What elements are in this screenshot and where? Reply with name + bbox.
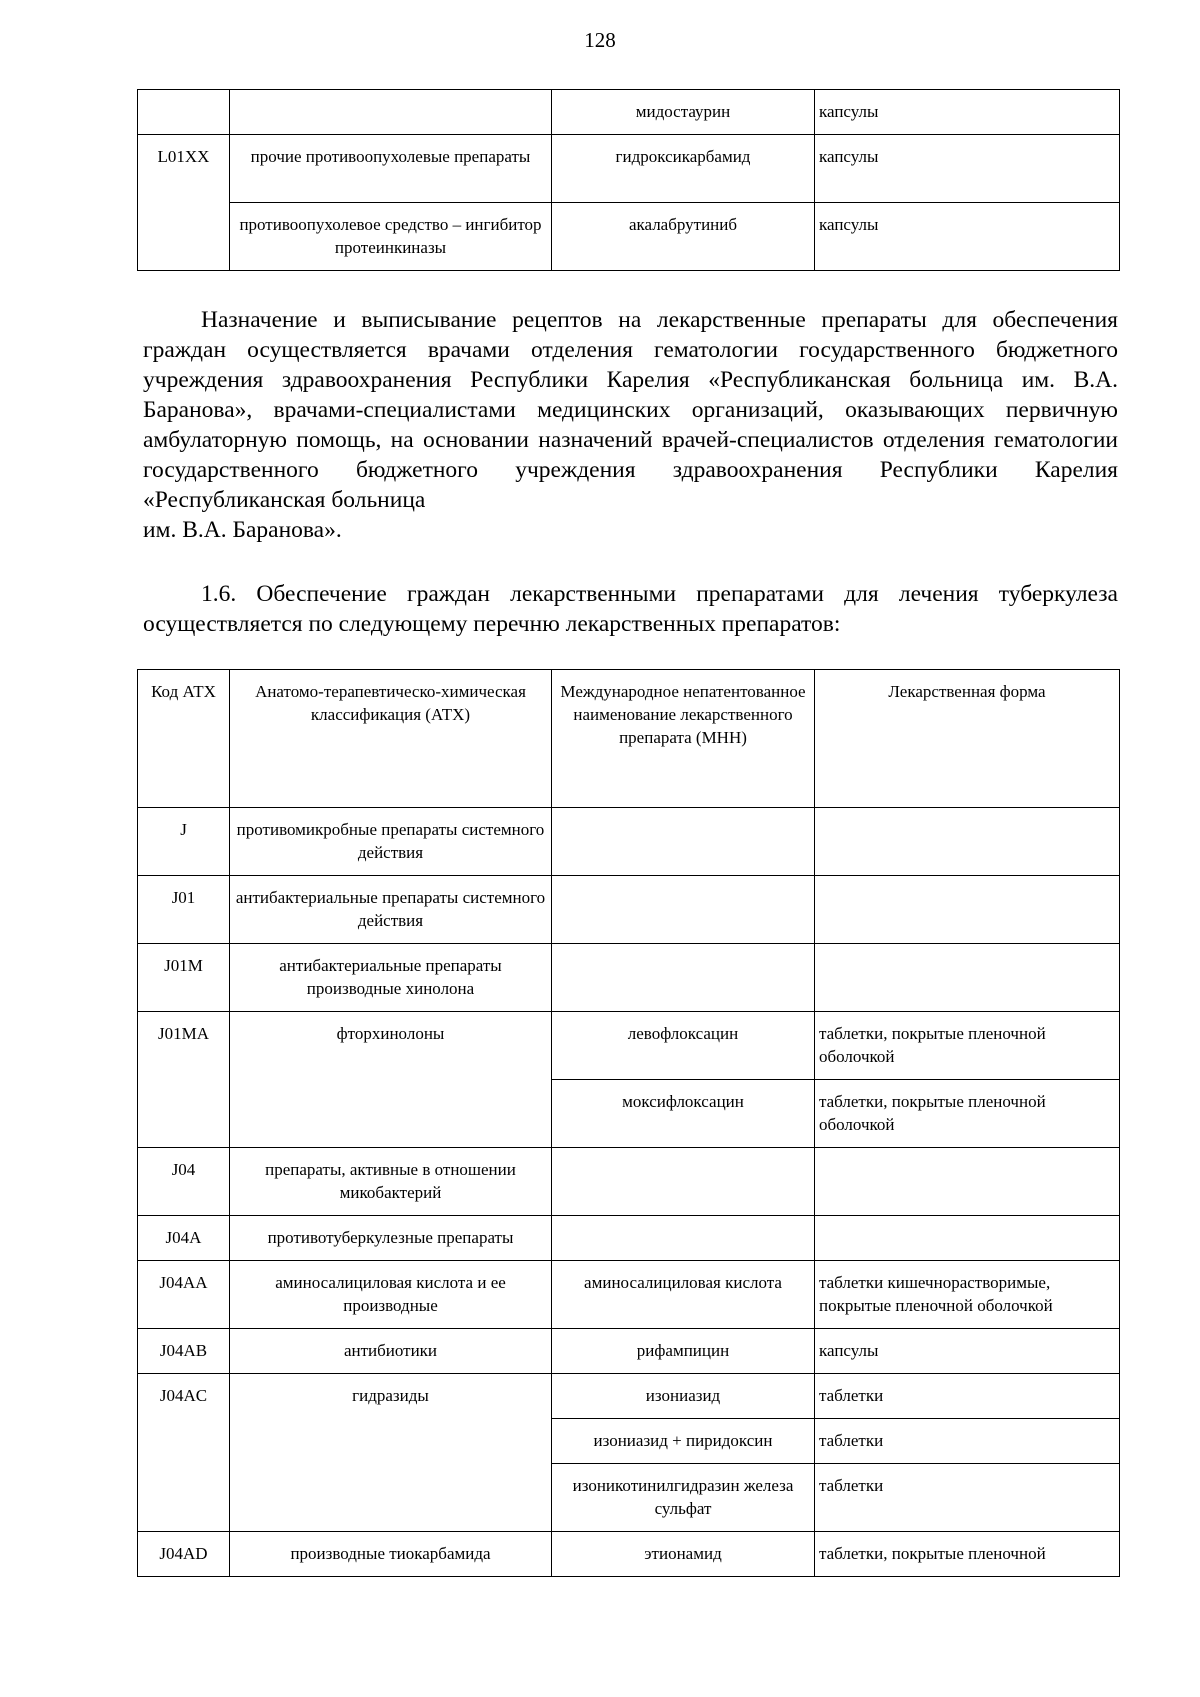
- paragraph-text-end: им. В.А. Баранова».: [143, 517, 342, 543]
- mnn-cell: акалабрутиниб: [552, 203, 815, 271]
- atc-code-cell: J04AD: [138, 1532, 230, 1577]
- table-row: [138, 203, 1120, 271]
- table-row: [138, 1261, 1120, 1329]
- atc-code-cell: J01MA: [138, 1012, 230, 1148]
- mnn-cell: мидостаурин: [552, 90, 815, 135]
- table-row: [138, 1532, 1120, 1577]
- paragraph-tuberculosis: [143, 579, 1118, 639]
- mnn-cell: изониазид: [552, 1374, 815, 1419]
- atc-class-cell: антибактериальные препараты производные хинолона: [230, 944, 552, 1012]
- atc-class-cell: противомикробные препараты системного действия: [230, 808, 552, 876]
- atc-code-cell: J01M: [138, 944, 230, 1012]
- table-row: [138, 1012, 1120, 1080]
- atc-code-cell: J04AB: [138, 1329, 230, 1374]
- continuation-table: [137, 89, 1120, 271]
- form-cell: таблетки, покрытые пленочной оболочкой: [815, 1012, 1120, 1080]
- atc-class-cell: противотуберкулезные препараты: [230, 1216, 552, 1261]
- mnn-cell: аминосалициловая кислота: [552, 1261, 815, 1329]
- atc-class-cell: прочие противоопухолевые препараты: [230, 135, 552, 203]
- mnn-cell: [552, 944, 815, 1012]
- tuberculosis-drugs-table: [137, 669, 1120, 1577]
- atc-code-cell: J04AC: [138, 1374, 230, 1532]
- table-row: [138, 1374, 1120, 1419]
- form-cell: капсулы: [815, 135, 1120, 203]
- mnn-cell: этионамид: [552, 1532, 815, 1577]
- atc-code-cell: J: [138, 808, 230, 876]
- form-cell: капсулы: [815, 1329, 1120, 1374]
- form-cell: [815, 944, 1120, 1012]
- mnn-cell: моксифлоксацин: [552, 1080, 815, 1148]
- table-header-row: [138, 670, 1120, 808]
- atc-class-cell: антибактериальные препараты системного действия: [230, 876, 552, 944]
- atc-code-cell: J04A: [138, 1216, 230, 1261]
- atc-code-cell: [138, 90, 230, 135]
- mnn-cell: изониазид + пиридоксин: [552, 1419, 815, 1464]
- form-cell: [815, 1216, 1120, 1261]
- atc-class-cell: фторхинолоны: [230, 1012, 552, 1148]
- mnn-cell: [552, 1148, 815, 1216]
- form-cell: капсулы: [815, 203, 1120, 271]
- table-row: [138, 1148, 1120, 1216]
- mnn-cell: изоникотинилгидразин железа сульфат: [552, 1464, 815, 1532]
- table-row: [138, 808, 1120, 876]
- table-row: [138, 135, 1120, 203]
- mnn-cell: левофлоксацин: [552, 1012, 815, 1080]
- mnn-cell: [552, 876, 815, 944]
- form-cell: таблетки, покрытые пленочной: [815, 1532, 1120, 1577]
- atc-class-cell: препараты, активные в отношении микобактерий: [230, 1148, 552, 1216]
- form-cell: таблетки: [815, 1374, 1120, 1419]
- header-mnn: Международное непатентованное наименование лекарственного препарата (МНН): [552, 670, 815, 808]
- atc-class-cell: гидразиды: [230, 1374, 552, 1532]
- table-row: [138, 944, 1120, 1012]
- form-cell: таблетки, покрытые пленочной оболочкой: [815, 1080, 1120, 1148]
- atc-code-cell: J04: [138, 1148, 230, 1216]
- table-row: [138, 90, 1120, 135]
- table-row: [138, 876, 1120, 944]
- form-cell: таблетки кишечнорастворимые, покрытые пленочной оболочкой: [815, 1261, 1120, 1329]
- paragraph-text: Назначение и выписывание рецептов на лекарственные препараты для обеспечения граждан осуществляется врачами отделения гематологии государственного бюджетного учреждения здравоохранения Республики Карелия «Республиканская больница им. В.А. Баранова», врачами-специалистами медицинских организаций, оказывающих первичную амбулаторную помощь, на основании назначений врачей-специалистов отделения гематологии государственного бюджетного учреждения здравоохранения Республики Карелия «Республиканская больница: [143, 307, 1118, 513]
- mnn-cell: [552, 1216, 815, 1261]
- mnn-cell: гидроксикарбамид: [552, 135, 815, 203]
- atc-code-cell: J04AA: [138, 1261, 230, 1329]
- page-number: 128: [584, 28, 616, 52]
- paragraph-prescription: [143, 305, 1118, 545]
- table-row: [138, 1216, 1120, 1261]
- atc-code-cell: L01XX: [138, 135, 230, 271]
- atc-class-cell: аминосалициловая кислота и ее производные: [230, 1261, 552, 1329]
- form-cell: капсулы: [815, 90, 1120, 135]
- atc-class-cell: противоопухолевое средство – ингибитор протеинкиназы: [230, 203, 552, 271]
- mnn-cell: рифампицин: [552, 1329, 815, 1374]
- header-atc-class: Анатомо-терапевтическо-химическая классификация (АТХ): [230, 670, 552, 808]
- form-cell: таблетки: [815, 1464, 1120, 1532]
- form-cell: [815, 876, 1120, 944]
- paragraph-text: 1.6. Обеспечение граждан лекарственными препаратами для лечения туберкулеза осуществляется по следующему перечню лекарственных препаратов:: [143, 581, 1118, 637]
- atc-class-cell: [230, 90, 552, 135]
- header-atc-code: Код АТХ: [138, 670, 230, 808]
- atc-code-cell: J01: [138, 876, 230, 944]
- form-cell: [815, 1148, 1120, 1216]
- form-cell: таблетки: [815, 1419, 1120, 1464]
- atc-class-cell: антибиотики: [230, 1329, 552, 1374]
- form-cell: [815, 808, 1120, 876]
- table-row: [138, 1329, 1120, 1374]
- mnn-cell: [552, 808, 815, 876]
- atc-class-cell: производные тиокарбамида: [230, 1532, 552, 1577]
- header-form: Лекарственная форма: [815, 670, 1120, 808]
